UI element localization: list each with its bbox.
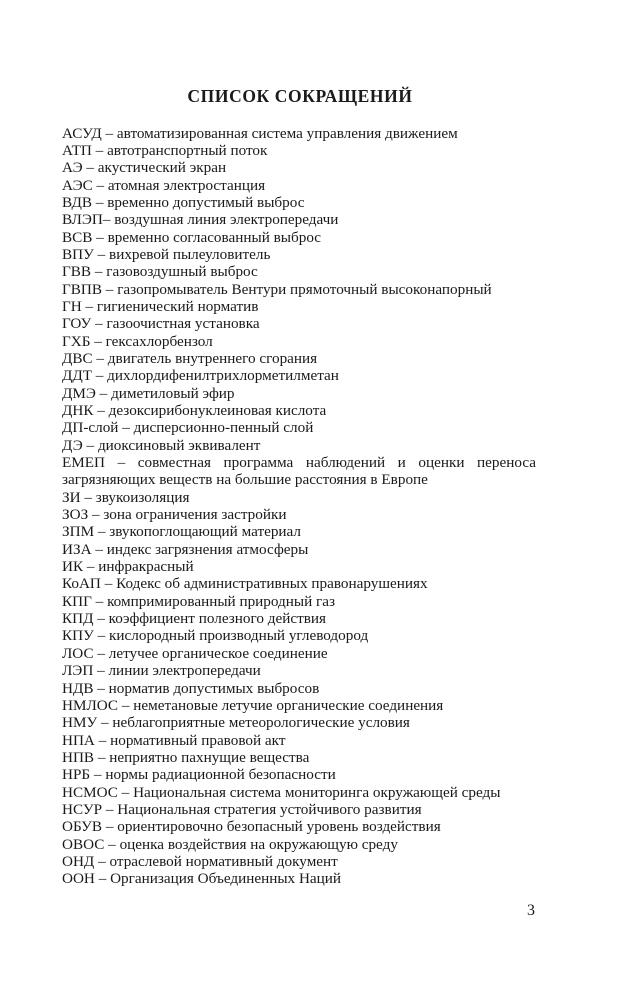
- list-item: ЛОС – летучее органическое соединение: [62, 644, 328, 662]
- list-item: ДМЭ – диметиловый эфир: [62, 384, 235, 402]
- list-item: КПД – коэффициент полезного действия: [62, 610, 326, 628]
- list-item: КПГ – компримированный природный газ: [62, 592, 336, 610]
- list-item: ГХБ – гексахлорбензол: [62, 332, 213, 350]
- list-item: НПВ – неприятно пахнущие вещества: [62, 748, 310, 766]
- list-item: ВЛЭП– воздушная линия электропередачи: [62, 211, 339, 229]
- list-item: АТП – автотранспортный поток: [62, 141, 268, 159]
- list-item: ЕМЕП – совместная программа наблюдений и оценки переноса загрязняющих веществ на большие расстояния в Европе: [62, 454, 536, 489]
- list-item: ВСВ – временно согласованный выброс: [62, 228, 322, 246]
- list-item: ГВПВ – газопромыватель Вентури прямоточный высоконапорный: [62, 280, 492, 298]
- list-item: ОНД – отраслевой нормативный документ: [62, 852, 338, 870]
- list-item: НРБ – нормы радиационной безопасности: [62, 766, 336, 784]
- list-item: ИЗА – индекс загрязнения атмосферы: [62, 540, 309, 558]
- list-item: НМЛОС – неметановые летучие органические соединения: [62, 696, 444, 714]
- list-item: ИК – инфракрасный: [62, 558, 194, 576]
- list-item: ДНК – дезоксирибонуклеиновая кислота: [62, 402, 327, 419]
- list-item: ГОУ – газоочистная установка: [62, 315, 260, 333]
- list-item: ЛЭП – линии электропередачи: [62, 662, 261, 680]
- list-item: ООН – Организация Объединенных Наций: [62, 870, 342, 888]
- list-item: ЗПМ – звукопоглощающий материал: [62, 523, 302, 541]
- list-item: АЭС – атомная электростанция: [62, 176, 266, 194]
- list-item: ЗИ – звукоизоляция: [62, 488, 190, 506]
- list-item: НСМОС – Национальная система мониторинга окружающей среды: [62, 783, 501, 801]
- list-item: НДВ – норматив допустимых выбросов: [62, 679, 320, 697]
- list-item: НСУР – Национальная стратегия устойчивого развития: [62, 800, 422, 818]
- list-item: КПУ – кислородный производный углеводород: [62, 627, 369, 645]
- list-item: ДП-слой – дисперсионно-пенный слой: [62, 419, 314, 437]
- list-item: НМУ – неблагоприятные метеорологические условия: [62, 714, 410, 732]
- list-item: КоАП – Кодекс об административных правонарушениях: [62, 575, 428, 593]
- page-title: СПИСОК СОКРАЩЕНИЙ: [187, 86, 413, 106]
- list-item: ДДТ – дихлордифенилтрихлорметилметан: [62, 367, 339, 385]
- list-item: ДЭ – диоксиновый эквивалент: [62, 436, 261, 454]
- list-item: ВПУ – вихревой пылеуловитель: [62, 245, 271, 263]
- abbreviation-list: [62, 125, 536, 888]
- list-item: АСУД – автоматизированная система управления движением: [62, 124, 458, 142]
- list-item: ВДВ – временно допустимый выброс: [62, 193, 305, 211]
- list-item: ОБУВ – ориентировочно безопасный уровень воздействия: [62, 818, 441, 836]
- list-item: ГН – гигиенический норматив: [62, 297, 259, 315]
- list-item: НПА – нормативный правовой акт: [62, 731, 286, 749]
- list-item: ЗОЗ – зона ограничения застройки: [62, 506, 287, 524]
- list-item: ОВОС – оценка воздействия на окружающую среду: [62, 835, 398, 853]
- list-item: АЭ – акустический экран: [62, 159, 227, 177]
- list-item: ГВВ – газовоздушный выброс: [62, 263, 258, 281]
- list-item: ДВС – двигатель внутреннего сгорания: [62, 349, 318, 367]
- page-number: 3: [527, 902, 535, 919]
